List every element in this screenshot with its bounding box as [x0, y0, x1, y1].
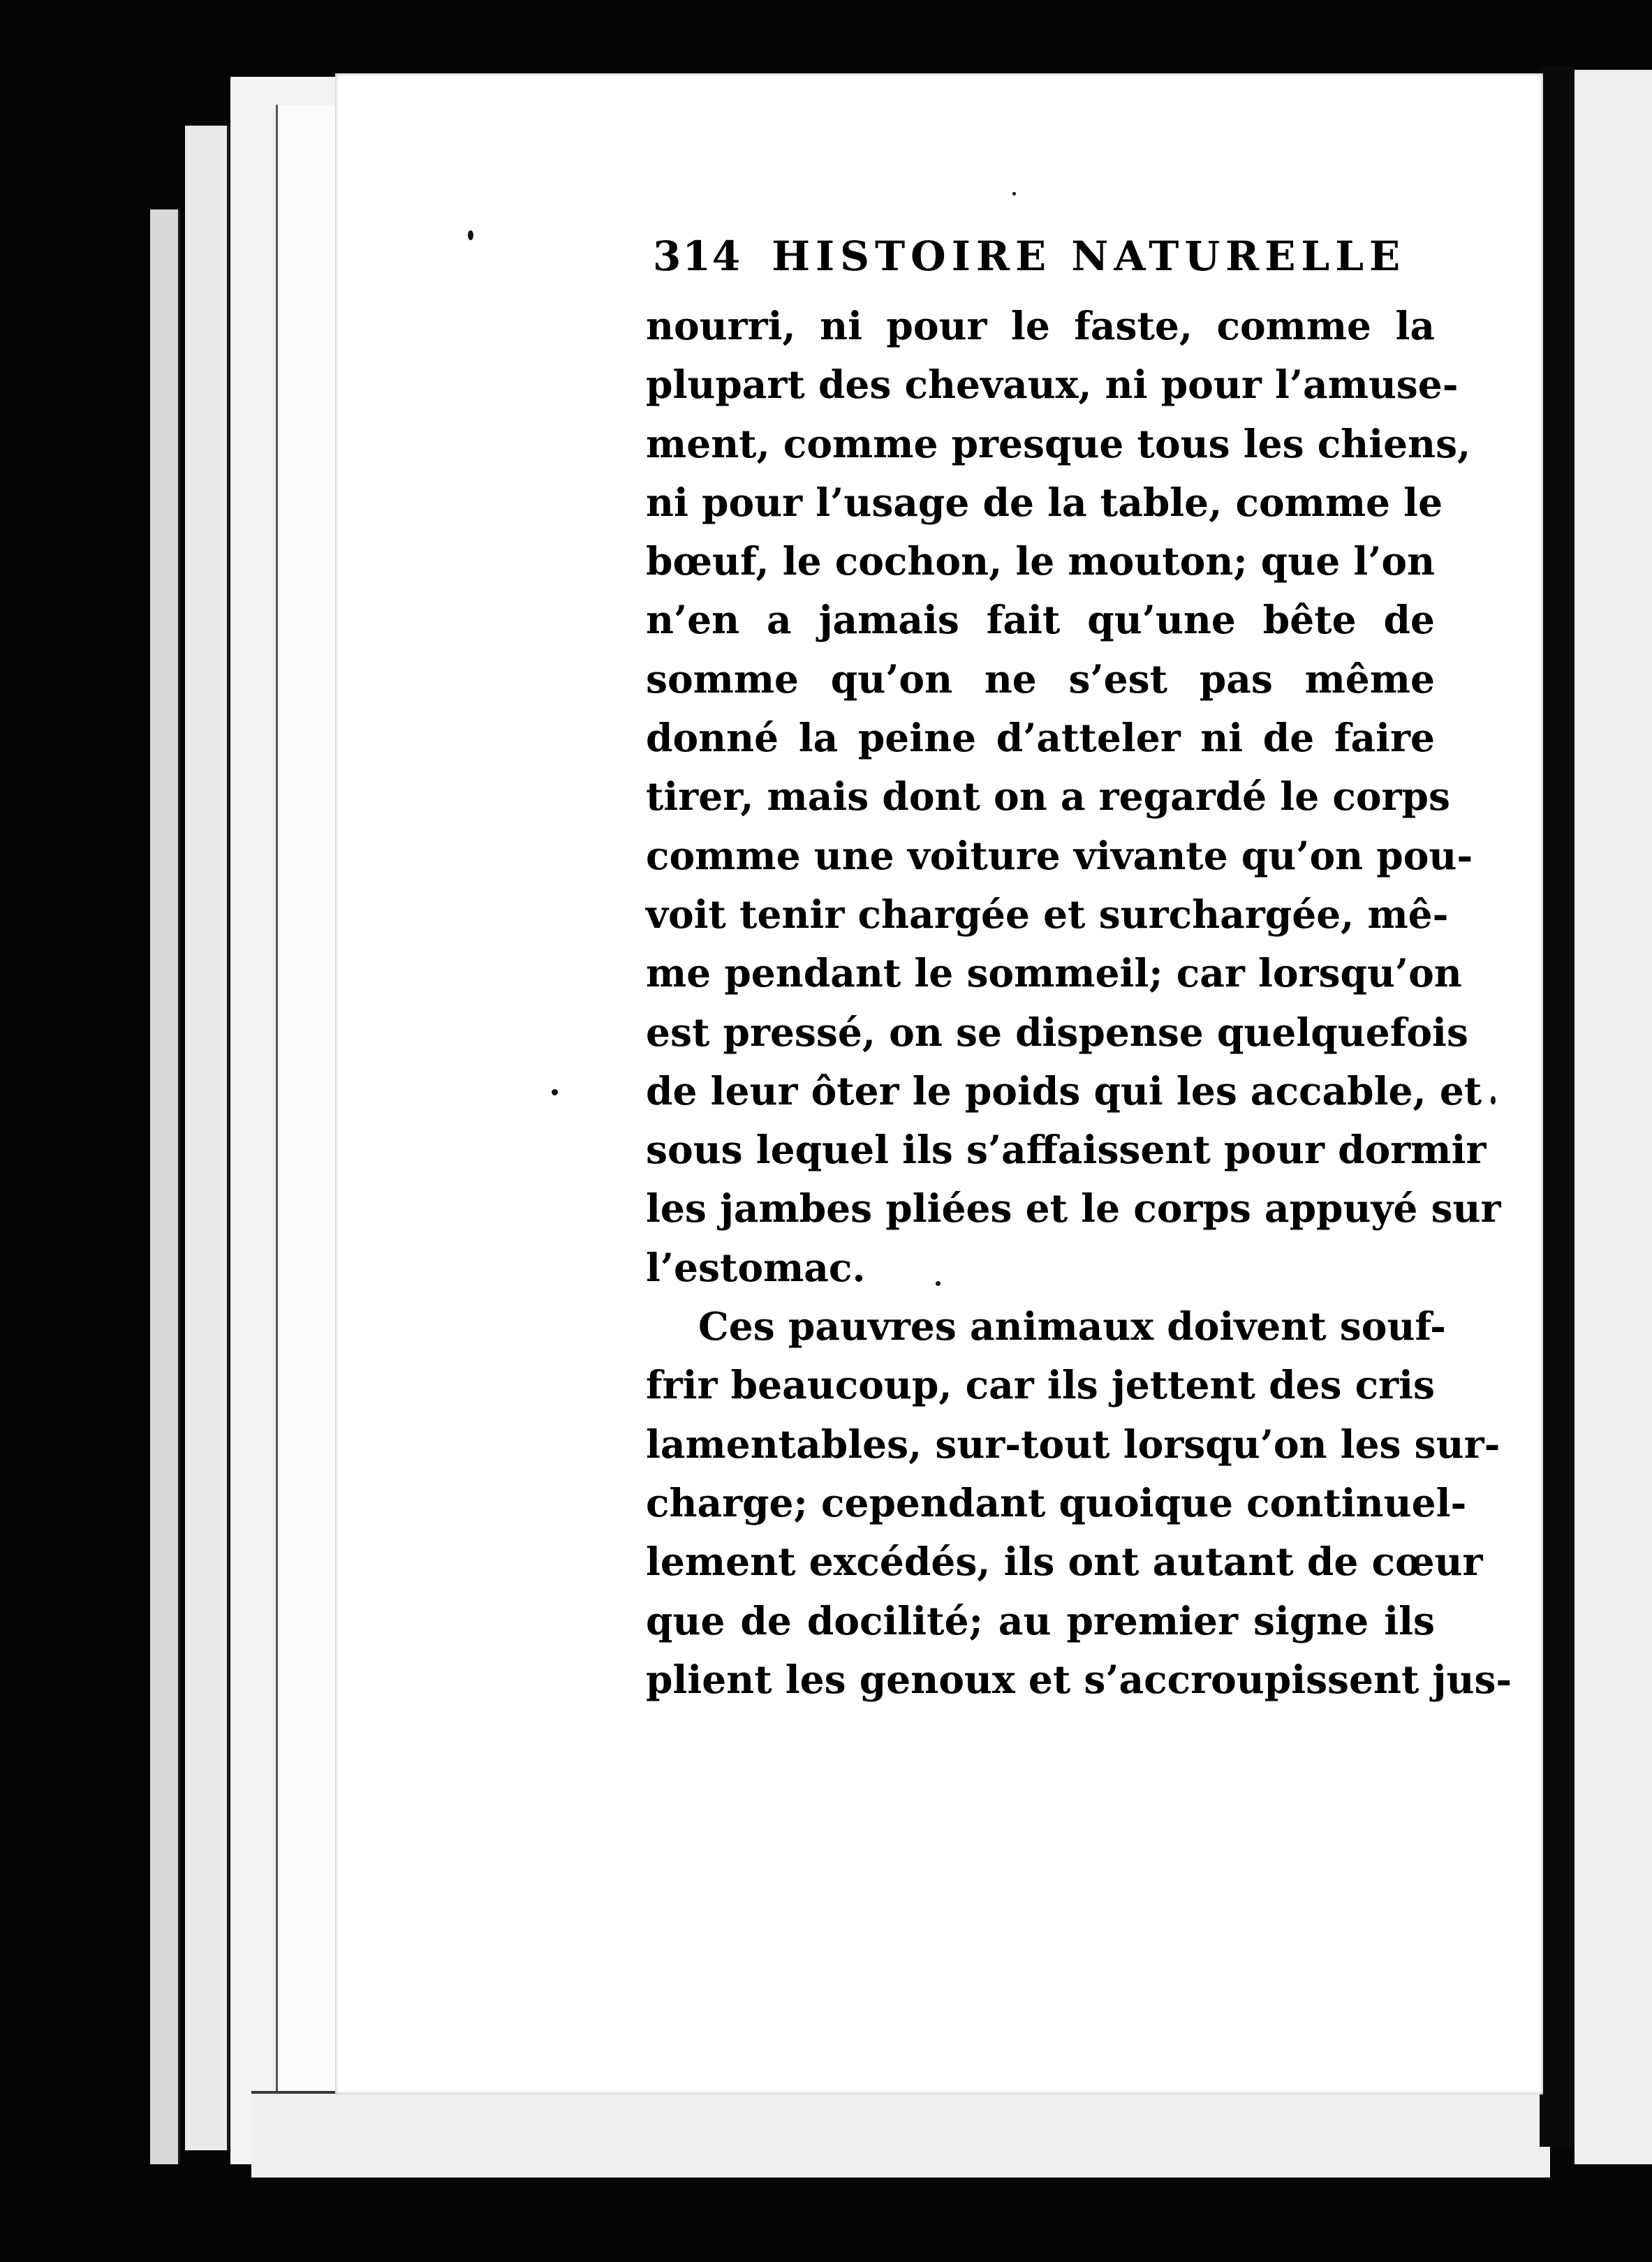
text-line: donné la peine d’atteler ni de faire	[646, 715, 1435, 761]
text-line: lement excédés, ils ont autant de cœur	[646, 1539, 1483, 1585]
body-text	[646, 297, 1512, 1709]
book-gutter	[1540, 66, 1573, 2147]
text-line: charge; cependant quoique continuel-	[646, 1479, 1467, 1525]
ink-speck	[936, 1281, 941, 1286]
text-line: de leur ôter le poids qui les accable, et	[646, 1067, 1482, 1114]
text-line: lamentables, sur-tout lorsqu’on les sur-	[646, 1421, 1500, 1467]
page-edge	[276, 105, 343, 2101]
text-line: ment, comme presque tous les chiens,	[646, 420, 1471, 466]
text-line: que de docilité; au premier signe ils	[646, 1597, 1435, 1643]
text-line: plient les genoux et s’accroupissent jus-	[646, 1656, 1512, 1702]
text-line: Ces pauvres animaux doivent souf-	[698, 1303, 1446, 1350]
text-line: nourri, ni pour le faste, comme la	[646, 303, 1435, 348]
text-line: sous lequel ils s’affaissent pour dormir	[646, 1127, 1487, 1173]
text-line: voit tenir chargée et surchargée, mê-	[646, 891, 1449, 937]
page-edge	[150, 209, 180, 2164]
text-line: ni pour l’usage de la table, comme le	[646, 479, 1443, 525]
text-line: tirer, mais dont on a regardé le corps	[646, 774, 1450, 820]
ink-speck	[1012, 192, 1016, 195]
paragraph-2	[646, 1297, 1512, 1709]
text-line: somme qu’on ne s’est pas même	[646, 656, 1435, 702]
text-line: frir beaucoup, car ils jettent des cris	[646, 1362, 1435, 1408]
page-edge	[185, 126, 229, 2150]
paragraph-1	[646, 297, 1501, 1297]
running-title: HISTOIRE NATURELLE	[772, 232, 1406, 280]
running-header	[653, 232, 1435, 288]
text-line: l’estomac.	[646, 1244, 866, 1290]
ink-speck	[552, 1089, 558, 1095]
ink-speck	[1491, 1096, 1496, 1104]
text-line: les jambes pliées et le corps appuyé sur	[646, 1185, 1501, 1232]
text-line: bœuf, le cochon, le mouton; que l’on	[646, 538, 1436, 584]
text-line: comme une voiture vivante qu’on pou-	[646, 832, 1473, 878]
page-bottom-edge	[251, 2091, 1550, 2178]
text-line: n’en a jamais fait qu’une bête de	[646, 597, 1435, 643]
text-line: est pressé, on se dispense quelquefois	[646, 1009, 1468, 1055]
ink-speck	[468, 230, 473, 240]
page-number: 314	[653, 232, 742, 280]
text-line: plupart des chevaux, ni pour l’amuse-	[646, 362, 1459, 408]
facing-page-edge	[1574, 70, 1652, 2164]
text-line: me pendant le sommeil; car lorsqu’on	[646, 950, 1462, 996]
